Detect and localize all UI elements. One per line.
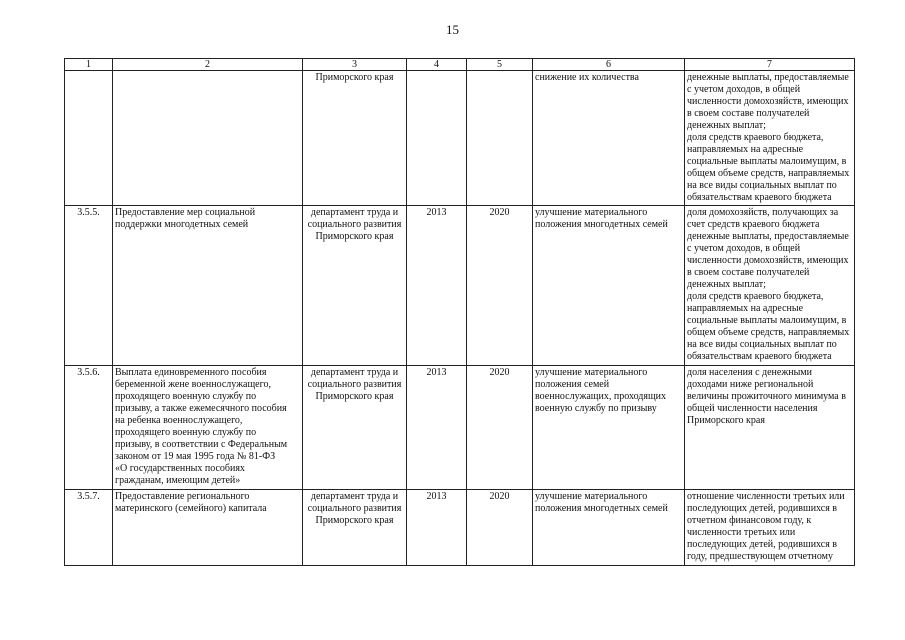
indicator-link: отношение численности третьих или последующих детей, родившихся в отчетном финансовом году, к численности третьих или последующих детей, родившихся в году, предшествующем отчетному: [685, 490, 855, 566]
table-row: [65, 71, 855, 206]
expected-result: снижение их количества: [533, 71, 685, 206]
expected-result: улучшение материального положения многодетных семей: [533, 206, 685, 366]
end-year: 2020: [467, 366, 533, 490]
start-year: 2013: [407, 206, 467, 366]
table-row: [65, 490, 855, 566]
column-number: 2: [113, 59, 303, 71]
measure-name: [113, 71, 303, 206]
column-number: 5: [467, 59, 533, 71]
expected-result: улучшение материального положения многодетных семей: [533, 490, 685, 566]
column-number: 1: [65, 59, 113, 71]
column-number: 6: [533, 59, 685, 71]
responsible-executor: департамент труда и социального развития Приморского края: [303, 490, 407, 566]
item-number: 3.5.6.: [65, 366, 113, 490]
column-number: 3: [303, 59, 407, 71]
end-year: 2020: [467, 490, 533, 566]
column-number-row: [65, 59, 855, 71]
table-row: [65, 366, 855, 490]
page-number: 15: [446, 22, 459, 37]
start-year: 2013: [407, 366, 467, 490]
measure-name: Предоставление регионального материнского (семейного) капитала: [113, 490, 303, 566]
responsible-executor: Приморского края: [303, 71, 407, 206]
responsible-executor: департамент труда и социального развития Приморского края: [303, 206, 407, 366]
start-year: 2013: [407, 490, 467, 566]
indicator-link: доля населения с денежными доходами ниже региональной величины прожиточного минимума в общей численности населения Приморского края: [685, 366, 855, 490]
end-year: 2020: [467, 206, 533, 366]
item-number: [65, 71, 113, 206]
item-number: 3.5.5.: [65, 206, 113, 366]
indicator-link: доля домохозяйств, получающих за счет средств краевого бюджета денежные выплаты, предоставляемые с учетом доходов, в общей численности домохозяйств, имеющих в своем составе получателей денежных выплат; доля средств краевого бюджета, направляемых на адресные социальные выплаты малоимущим, в общем объеме средств, направляемых на все виды социальных выплат по обязательствам краевого бюджета: [685, 206, 855, 366]
start-year: [407, 71, 467, 206]
responsible-executor: департамент труда и социального развития Приморского края: [303, 366, 407, 490]
column-number: 4: [407, 59, 467, 71]
measure-name: Предоставление мер социальной поддержки многодетных семей: [113, 206, 303, 366]
end-year: [467, 71, 533, 206]
column-number: 7: [685, 59, 855, 71]
program-measures-table: [64, 58, 855, 566]
indicator-link: денежные выплаты, предоставляемые с учетом доходов, в общей численности домохозяйств, имеющих в своем составе получателей денежных выплат; доля средств краевого бюджета, направляемых на адресные социальные выплаты малоимущим, в общем объеме средств, направляемых на все виды социальных выплат по обязательствам краевого бюджета: [685, 71, 855, 206]
item-number: 3.5.7.: [65, 490, 113, 566]
measure-name: Выплата единовременного пособия беременной жене военнослужащего, проходящего военную службу по призыву, а также ежемесячного пособия на ребенка военнослужащего, проходящего военную службу по призыву, в соответствии с Федеральным законом от 19 мая 1995 года № 81-ФЗ «О государственных пособиях гражданам, имеющим детей»: [113, 366, 303, 490]
expected-result: улучшение материального положения семей военнослужащих, проходящих военную службу по призыву: [533, 366, 685, 490]
table-row: [65, 206, 855, 366]
